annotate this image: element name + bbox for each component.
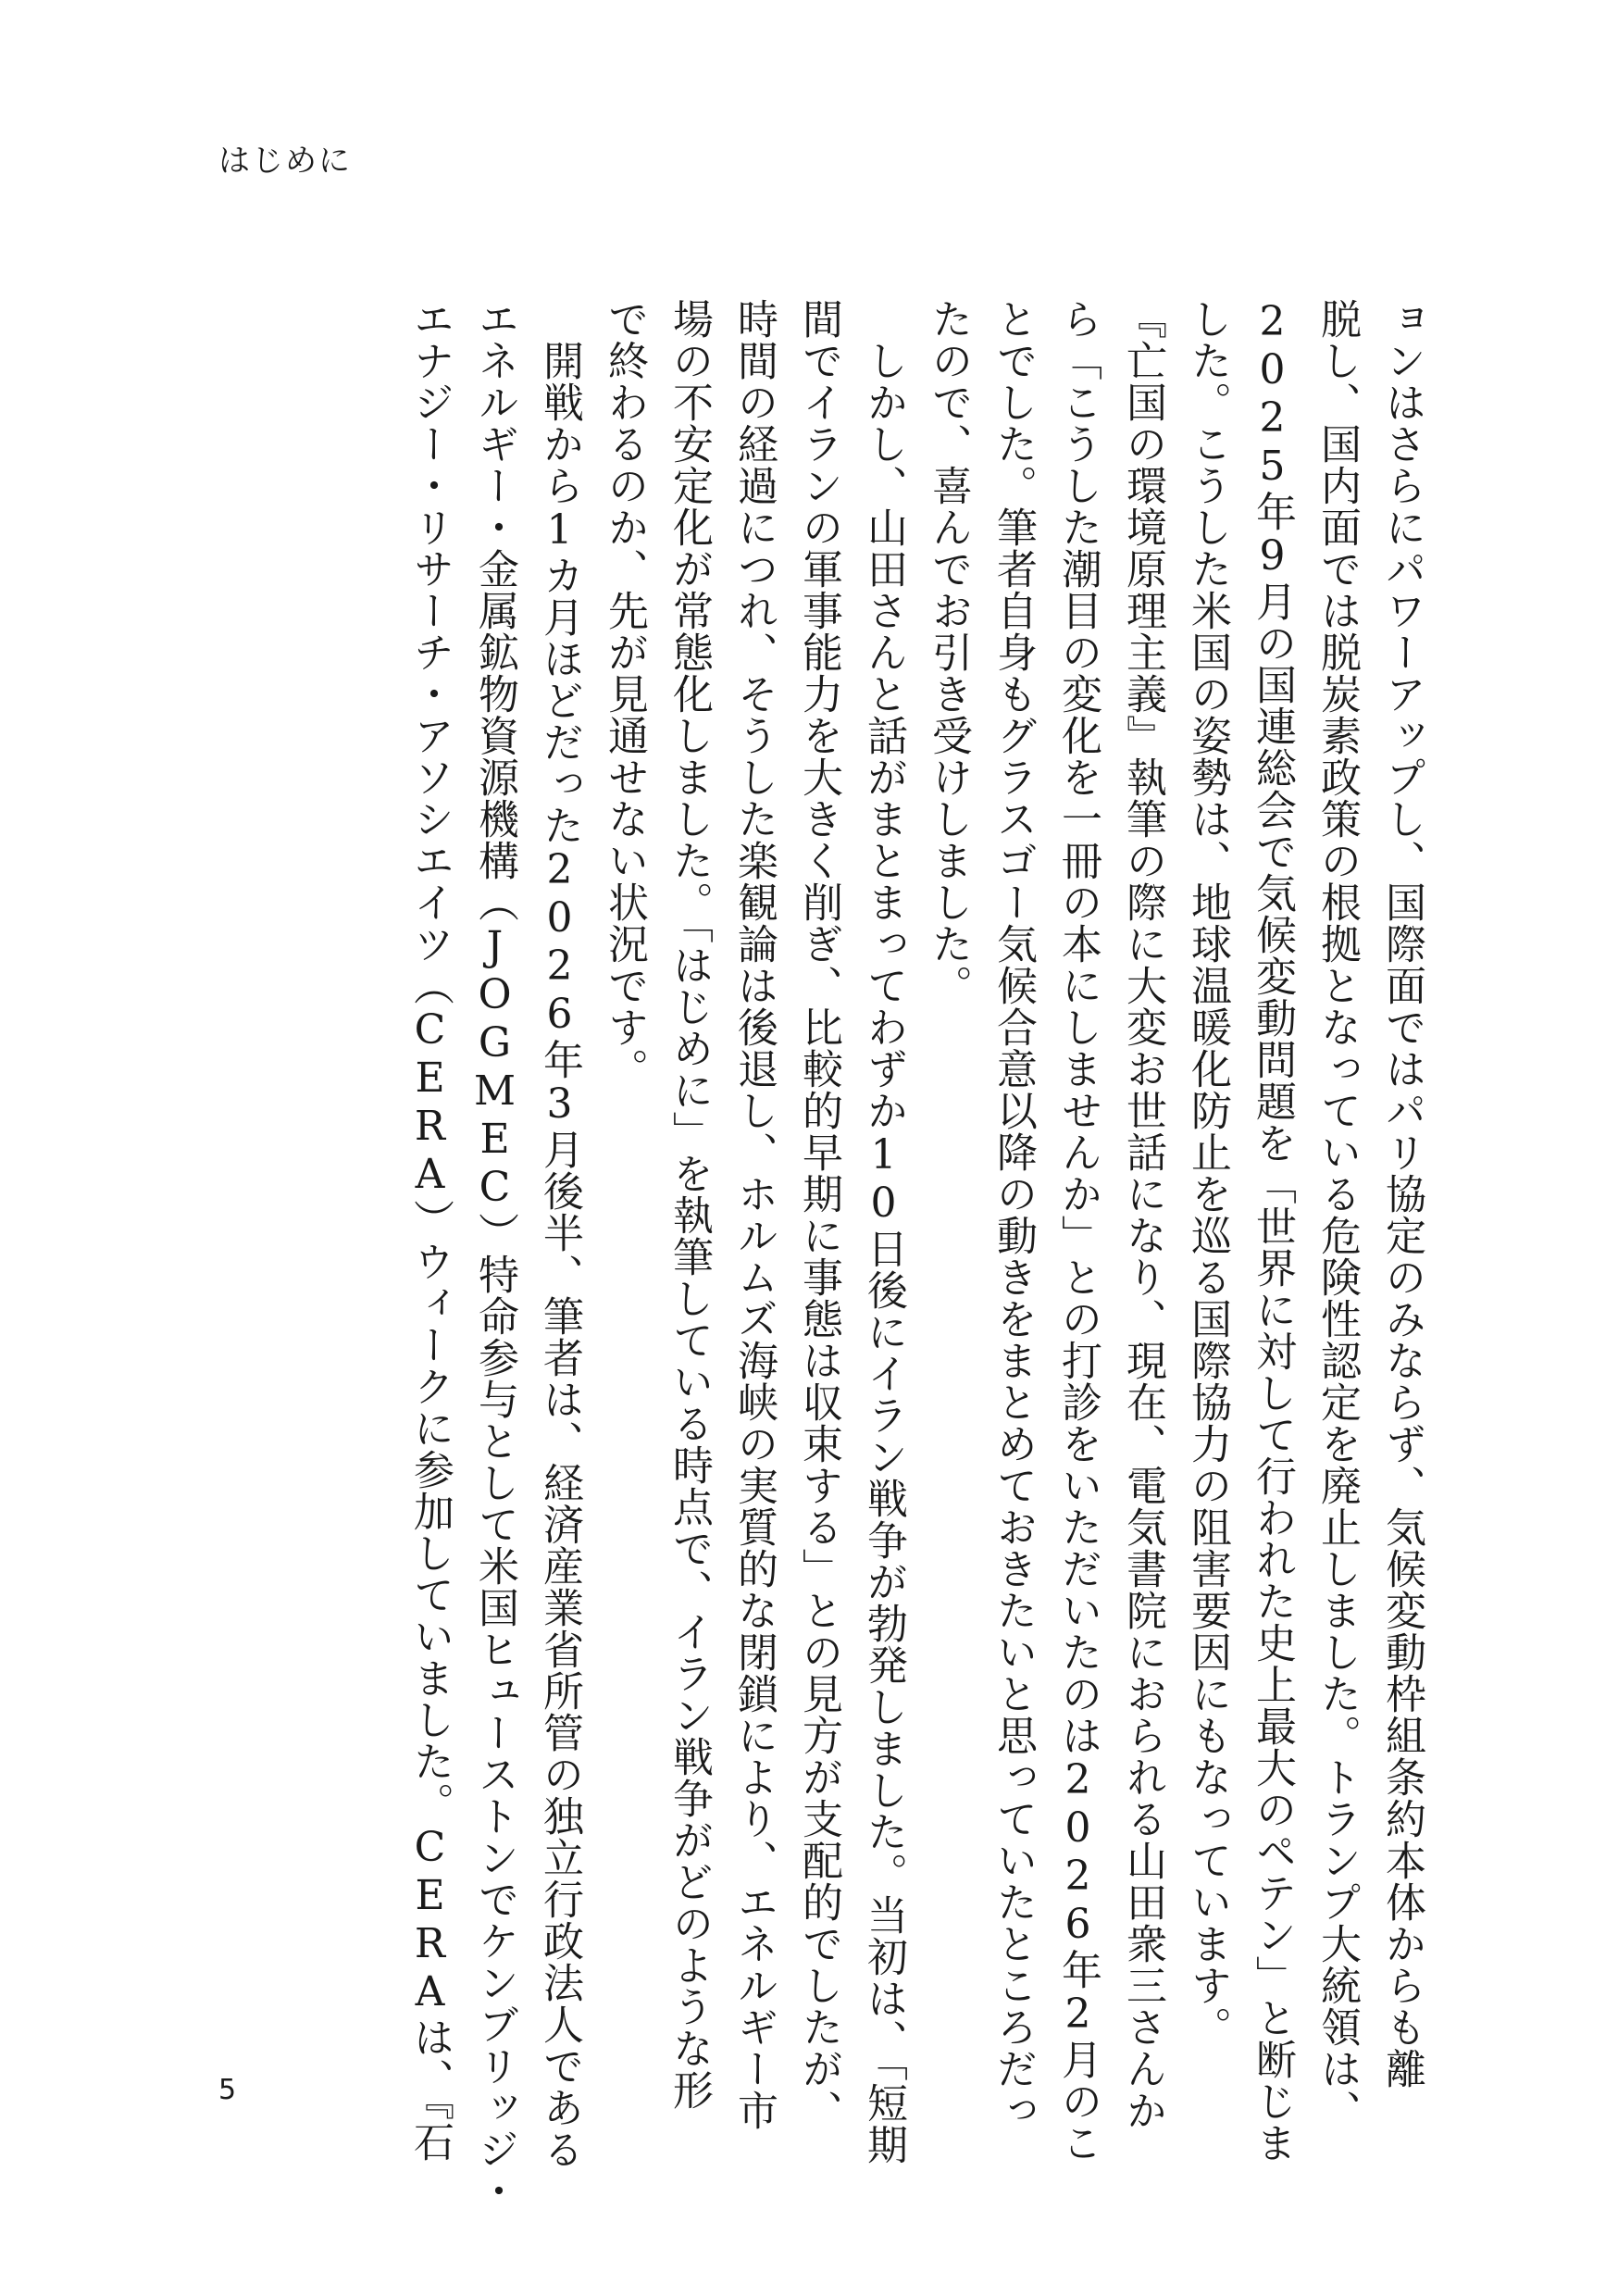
vertical-body-text xyxy=(352,298,1425,2212)
text-line: とでした。筆者自身もグラスゴー気候合意以降の動きをまとめておきたいと思っていたところだっ xyxy=(989,298,1037,2131)
text-line: 間でイランの軍事能力を大きく削ぎ、比較的早期に事態は収束する」との見方が支配的でしたが、 xyxy=(795,298,842,2131)
page-number: 5 xyxy=(218,2074,237,2106)
text-line: 2025年9月の国連総会で気候変動問題を「世界に対して行われた史上最大のペテン」と断じま xyxy=(1249,298,1296,2164)
text-line: 場の不安定化が常態化しました。「はじめに」を執筆している時点で、イラン戦争がどのような形 xyxy=(666,298,713,2111)
running-head: はじめに xyxy=(218,143,352,180)
text-line: した。こうした米国の姿勢は、地球温暖化防止を巡る国際協力の阻害要因にもなっています。 xyxy=(1184,298,1231,2048)
text-line: ョンはさらにパワーアップし、国際面ではパリ協定のみならず、気候変動枠組条約本体からも離 xyxy=(1378,298,1425,2090)
text-line: で終わるのか、先が見通せない状況です。 xyxy=(601,298,648,1090)
text-line: たので、喜んでお引き受けしました。 xyxy=(925,298,972,1006)
text-line: ら「こうした潮目の変化を一冊の本にしませんか」との打診をいただいたのは2026年2月のこ xyxy=(1054,298,1101,2164)
text-line: エナジー・リサーチ・アソシエイツ（CERA）ウィークに参加していました。CERAは、『石 xyxy=(406,298,454,2163)
text-line: 脱し、国内面では脱炭素政策の根拠となっている危険性認定を廃止しました。トランプ大統領は、 xyxy=(1313,298,1361,2131)
text-line: エネルギー・金属鉱物資源機構（JOGMEC）特命参与として米国ヒューストンでケンブリッジ・ xyxy=(471,298,518,2212)
text-line: 開戦から1カ月ほどだった2026年3月後半、筆者は、経済産業省所管の独立行政法人である xyxy=(536,298,583,2170)
text-line: 『亡国の環境原理主義』執筆の際に大変お世話になり、現在、電気書院におられる山田衆三さんか xyxy=(1119,298,1166,2131)
text-line: 時間の経過につれ、そうした楽観論は後退し、ホルムズ海峡の実質的な閉鎖により、エネルギー市 xyxy=(730,298,778,2131)
text-line: しかし、山田さんと話がまとまってわずか10日後にイラン戦争が勃発しました。当初は、「短期 xyxy=(860,298,907,2165)
